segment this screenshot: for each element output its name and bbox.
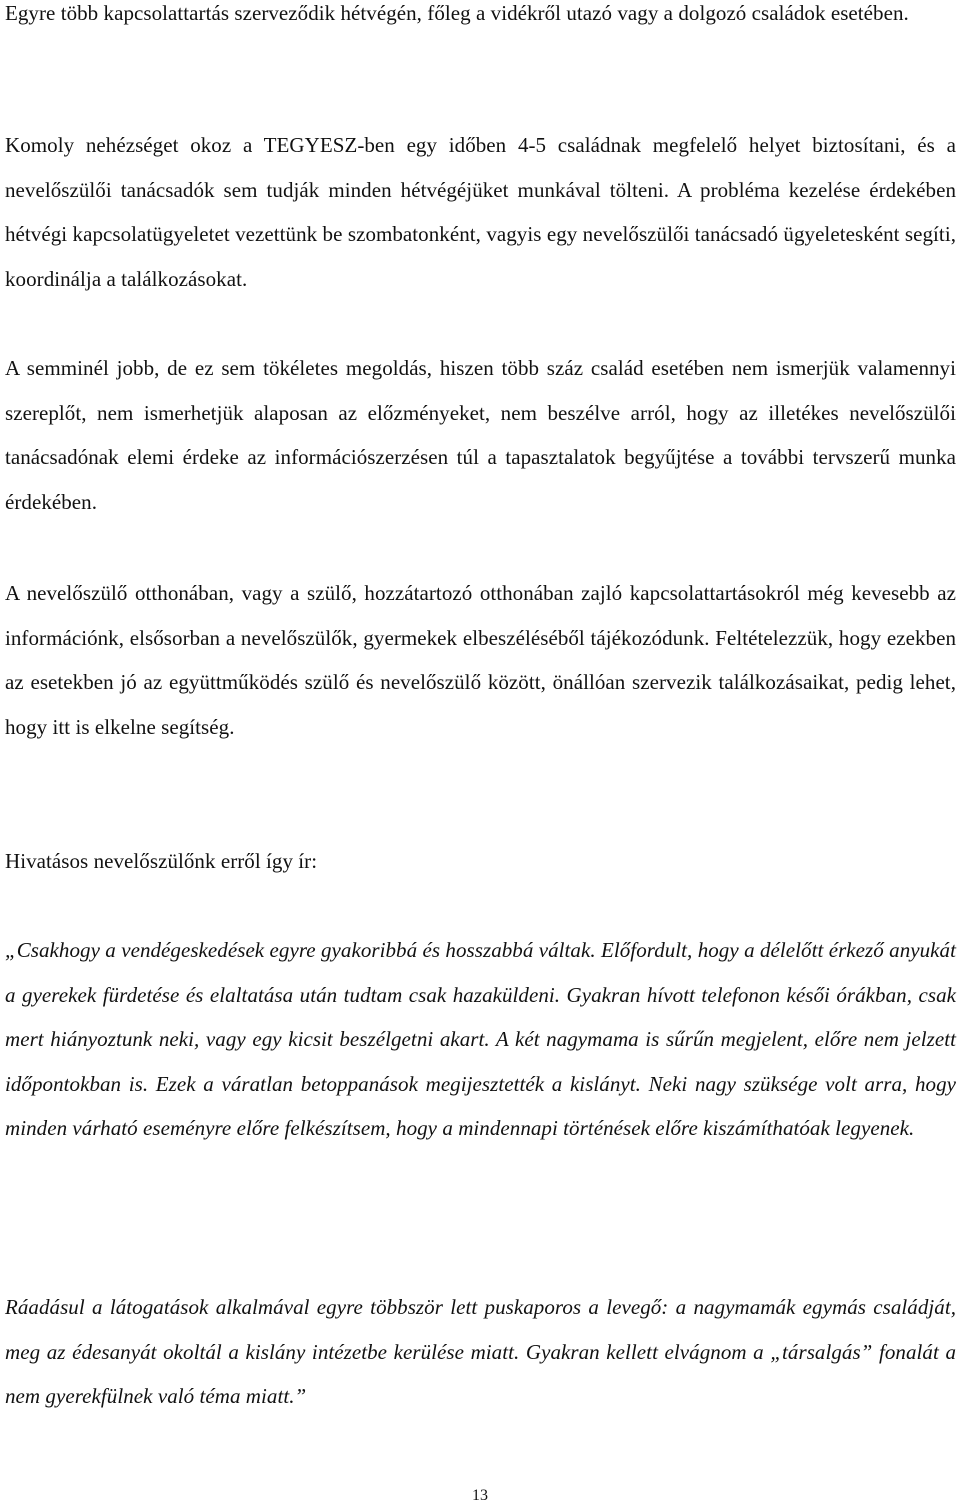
quote-paragraph-visits: „Csakhogy a vendégeskedések egyre gyakoribbá és hosszabbá váltak. Előfordult, hogy a délelőtt érkező anyukát a gyerekek fürdetése és elaltatása után tudtam csak hazaküldeni. Gyakran hívott telefonon késői órákban, csak mert hiányoztunk neki, vagy egy kicsit beszélgetni akart. A két nagymama is sűrűn megjelent, előre nem jelzett időpontokban is. Ezek a váratlan betoppanások megijesztették a kislányt. Neki nagy szüksége volt arra, hogy minden várható eseményre előre felkészítsem, hogy a mindennapi történések előre kiszámíthatóak legyenek. <box>5 938 956 1141</box>
quote-paragraph-tension: Ráadásul a látogatások alkalmával egyre többször lett puskaporos a levegő: a nagymamák egymás családját, meg az édesanyát okoltál a kislány intézetbe kerülése miatt. Gyakran kellett elvágnom a „társalgás” fonalát a nem gyerekfülnek való téma miatt.” <box>5 1295 956 1409</box>
paragraph-home-contacts: A nevelőszülő otthonában, vagy a szülő, hozzátartozó otthonában zajló kapcsolattartásokról még kevesebb az információnk, elsősorban a nevelőszülők, gyermekek elbeszéléséből tájékozódunk. Feltételezzük, hogy ezekben az esetekben jó az együttműködés szülő és nevelőszülő között, önállóan szervezik találkozásaikat, pedig lehet, hogy itt is elkelne segítség. <box>5 581 956 739</box>
paragraph-imperfect-solution: A semminél jobb, de ez sem tökéletes megoldás, hiszen több száz család esetében nem ismerjük valamennyi szereplőt, nem ismerhetjük alaposan az előzményeket, nem beszélve arról, hogy az illetékes nevelőszülői tanácsadónak elemi érdeke az információszerzésen túl a tapasztalatok begyűjtése a további tervszerű munka érdekében. <box>5 356 956 514</box>
page-number: 13 <box>472 1487 488 1504</box>
paragraph-quote-intro: Hivatásos nevelőszülőnk erről így ír: <box>5 849 318 873</box>
paragraph-weekend-contacts: Egyre több kapcsolattartás szerveződik hétvégén, főleg a vidékről utazó vagy a dolgozó családok esetében. <box>5 1 909 25</box>
paragraph-tegyesz-difficulty: Komoly nehézséget okoz a TEGYESZ-ben egy időben 4-5 családnak megfelelő helyet biztosítani, és a nevelőszülői tanácsadók sem tudják minden hétvégéjüket munkával tölteni. A probléma kezelése érdekében hétvégi kapcsolatügyeletet vezettünk be szombatonként, vagyis egy nevelőszülői tanácsadó ügyeletesként segíti, koordinálja a találkozásokat. <box>5 133 956 291</box>
